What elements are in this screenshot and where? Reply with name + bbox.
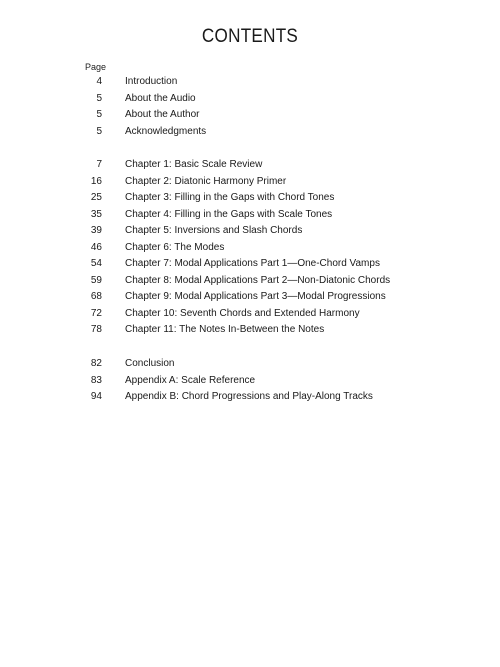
toc-entry — [0, 240, 500, 257]
toc-page-number: 7 — [96, 159, 102, 170]
toc-entry-title: Conclusion — [125, 358, 175, 369]
toc-entry — [0, 174, 500, 191]
toc-page-number: 82 — [90, 358, 102, 369]
page-title: CONTENTS — [201, 26, 299, 47]
toc-entry — [0, 223, 500, 240]
toc-entry-title: Chapter 3: Filling in the Gaps with Chord Tones — [125, 192, 335, 203]
toc-group-back-matter — [0, 356, 500, 406]
toc-page-number: 5 — [96, 92, 102, 104]
toc-entry-title: Chapter 1: Basic Scale Review — [125, 159, 263, 170]
toc-entry-title: Chapter 11: The Notes In-Between the Notes — [125, 324, 325, 335]
toc-page-number: 35 — [90, 208, 102, 220]
toc-entry — [0, 273, 500, 290]
toc-entry-title: Chapter 9: Modal Applications Part 3—Modal Progressions — [125, 291, 386, 302]
toc-page-number: 68 — [90, 291, 102, 302]
toc-entry — [0, 373, 500, 390]
toc-entry-title: Chapter 2: Diatonic Harmony Primer — [125, 175, 287, 187]
toc-entry — [0, 389, 500, 406]
toc-entry — [0, 107, 500, 124]
toc-entry — [0, 356, 500, 373]
toc-page-number: 39 — [90, 225, 102, 236]
page-column-label: Page — [85, 62, 107, 72]
toc-entry — [0, 91, 500, 108]
toc-page-number: 59 — [90, 274, 102, 286]
toc-page-number: 83 — [90, 374, 102, 386]
toc-entry-title: Chapter 8: Modal Applications Part 2—Non-Diatonic Chords — [125, 274, 391, 286]
toc-entry — [0, 157, 500, 174]
toc-page-number: 5 — [96, 125, 102, 137]
toc-entry-title: About the Author — [125, 109, 200, 120]
toc-entry-title: Appendix A: Scale Reference — [125, 374, 256, 386]
toc-entry-title: Acknowledgments — [125, 125, 207, 137]
toc-entry-title: Chapter 7: Modal Applications Part 1—One-Chord Vamps — [125, 258, 380, 269]
toc-entry — [0, 190, 500, 207]
toc-entry-title: Chapter 5: Inversions and Slash Chords — [125, 225, 303, 236]
toc-page-number: 72 — [90, 307, 102, 319]
toc-entry — [0, 74, 500, 91]
toc-entry — [0, 306, 500, 323]
toc-entry — [0, 322, 500, 339]
toc-page-number: 25 — [90, 192, 102, 203]
toc-entry-title: Appendix B: Chord Progressions and Play-Along Tracks — [125, 391, 373, 402]
toc-entry — [0, 124, 500, 141]
toc-page-number: 94 — [90, 391, 102, 402]
toc-group-front-matter — [0, 74, 500, 140]
toc-entry-title: Introduction — [125, 76, 178, 87]
toc-entry — [0, 256, 500, 273]
toc-entry-title: Chapter 4: Filling in the Gaps with Scale Tones — [125, 208, 333, 220]
toc-page-number: 54 — [90, 258, 102, 269]
toc-entry — [0, 207, 500, 224]
toc-group-chapters — [0, 157, 500, 339]
toc-page-number: 46 — [90, 241, 102, 253]
toc-entry — [0, 289, 500, 306]
toc-page-number: 78 — [90, 324, 102, 335]
toc-entry-title: About the Audio — [125, 92, 196, 104]
toc-page-number: 5 — [96, 109, 102, 120]
toc-entry-title: Chapter 10: Seventh Chords and Extended Harmony — [125, 307, 360, 319]
toc-entry-title: Chapter 6: The Modes — [125, 241, 225, 253]
toc-page-number: 4 — [96, 76, 102, 87]
toc-page-number: 16 — [90, 175, 102, 187]
